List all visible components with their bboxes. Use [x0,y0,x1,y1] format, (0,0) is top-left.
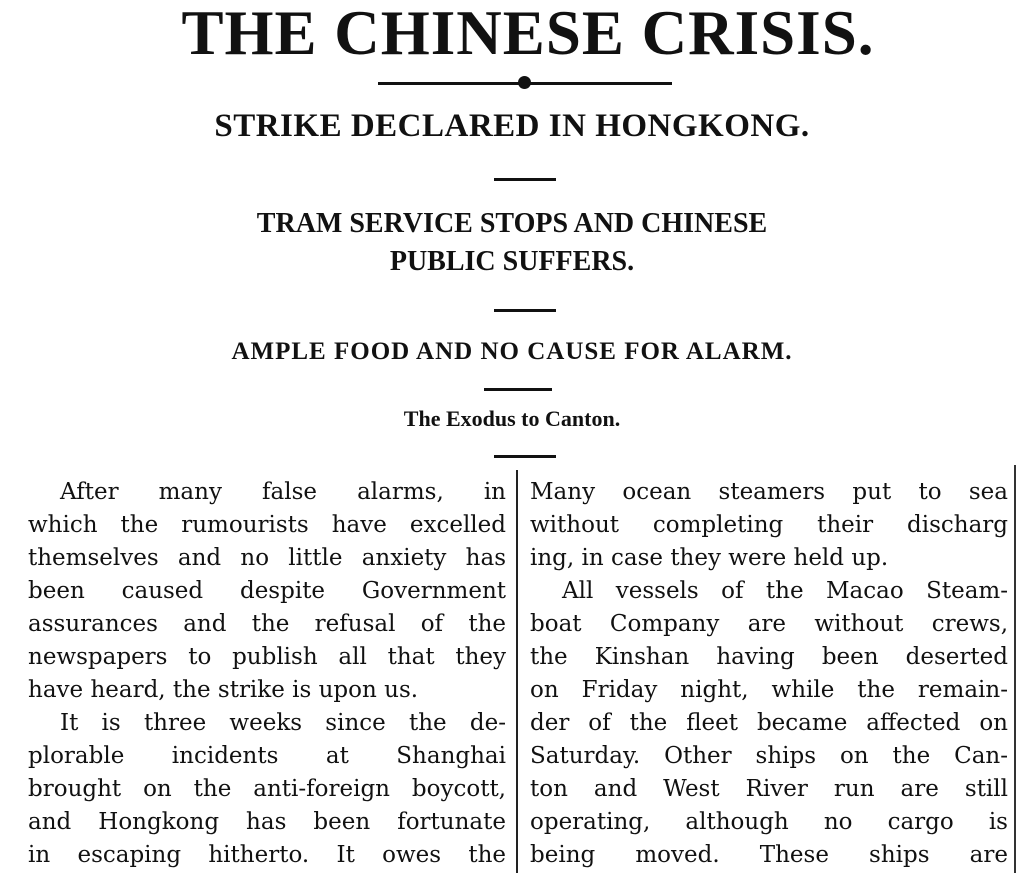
text-line: assurances and the refusal of the [28,611,506,637]
short-rule [494,309,556,312]
text-line: der of the fleet became affected on [530,710,1008,736]
text-line: All vessels of the Macao Steam- [562,578,1008,604]
headline: THE CHINESE CRISIS. [181,0,875,68]
deck-exodus: The Exodus to Canton. [403,406,621,431]
text-line: boat Company are without crews, [530,611,1008,637]
text-line: brought on the anti-foreign boycott, [28,776,506,802]
text-line: After many false alarms, in [60,479,506,505]
deck-tram-service [0,205,1024,281]
short-rule [494,455,556,458]
deck-tram-service-line2: PUBLIC SUFFERS. [389,246,635,277]
text-line: the Kinshan having been deserted [530,644,1008,670]
text-line: newspapers to publish all that they [28,644,506,670]
text-line: Many ocean steamers put to sea [530,479,1008,505]
text-line: in escaping hitherto. It owes the [28,842,506,868]
deck-tram-service-line1: TRAM SERVICE STOPS AND CHINESE [256,208,768,239]
text-line: ing, in case they were held up. [530,545,889,571]
text-line: and Hongkong has been fortunate [28,809,506,835]
text-line: being moved. These ships are [530,842,1008,868]
text-line: It is three weeks since the de- [60,710,506,736]
deck-strike-declared: STRIKE DECLARED IN HONGKONG. [214,108,810,144]
text-line: ton and West River run are still [530,776,1008,802]
text-line: plorable incidents at Shanghai [28,743,506,769]
short-rule [484,388,552,391]
text-line: themselves and no little anxiety has [28,545,506,571]
ornamental-rule-dot [518,76,531,89]
deck-ample-food: AMPLE FOOD AND NO CAUSE FOR ALARM. [231,338,793,365]
column-divider [516,470,518,873]
text-line: have heard, the strike is upon us. [28,677,419,703]
article-column-left [28,476,506,872]
text-line: been caused despite Government [28,578,506,604]
column-edge-rule [1014,465,1016,873]
text-line: operating, although no cargo is [530,809,1008,835]
short-rule [494,178,556,181]
text-line: Saturday. Other ships on the Can- [530,743,1008,769]
text-line: which the rumourists have excelled [28,512,506,538]
article-column-right [530,476,1008,872]
text-line: without completing their discharg [530,512,1008,538]
text-line: on Friday night, while the remain- [530,677,1008,703]
